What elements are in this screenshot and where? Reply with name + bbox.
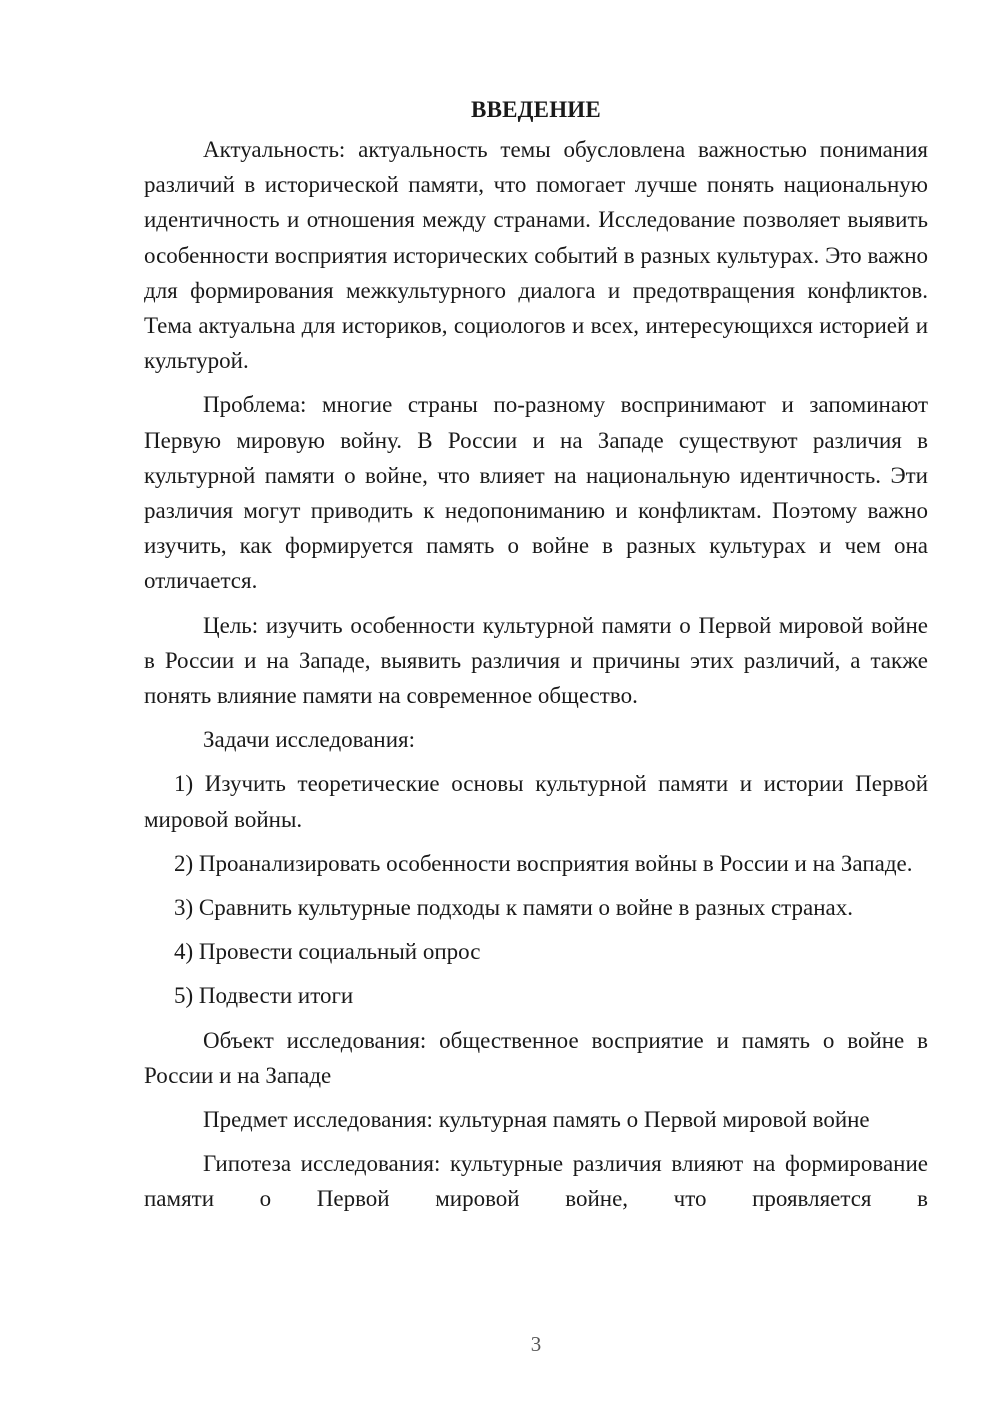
page-content [144,92,928,1217]
page-number: 3 [530,1332,542,1356]
relevance-paragraph: Актуальность: актуальность темы обусловлена важностью понимания различий в исторической памяти, что помогает лучше понять национальную идентичность и отношения между странами. Исследование позволяет выявить особенности восприятия исторических событий в разных культурах. Это важно для формирования межкультурного диалога и предотвращения конфликтов. Тема актуальна для историков, социологов и всех, интересующихся историей и культурой. [144,137,928,374]
task-item-2: 2) Проанализировать особенности восприятия войны в России и на Западе. [174,850,913,876]
problem-paragraph: Проблема: многие страны по-разному воспринимают и запоминают Первую мировую войну. В России и на Западе существуют различия в культурной памяти о войне, что влияет на национальную идентичность. Эти различия могут приводить к недопониманию и конфликтам. Поэтому важно изучить, как формируется память о войне в разных культурах и чем она отличается. [144,392,928,594]
tasks-title: Задачи исследования: [203,727,416,753]
section-heading: ВВЕДЕНИЕ [471,97,601,122]
hypothesis-paragraph: Гипотеза исследования: культурные различия влияют на формирование памяти о Первой мировой войне, что проявляется в [144,1151,928,1212]
goal-paragraph: Цель: изучить особенности культурной памяти о Первой мировой войне в России и на Западе, выявить различия и причины этих различий, а также понять влияние памяти на современное общество. [144,612,928,709]
task-item-1: 1) Изучить теоретические основы культурной памяти и истории Первой мировой войны. [144,771,928,832]
task-item-3: 3) Сравнить культурные подходы к памяти о войне в разных странах. [174,895,853,921]
tasks-list [144,766,928,1013]
task-item-5: 5) Подвести итоги [174,983,354,1009]
task-item-4: 4) Провести социальный опрос [174,939,481,965]
subject-paragraph: Предмет исследования: культурная память о Первой мировой войне [203,1107,870,1133]
object-paragraph: Объект исследования: общественное восприятие и память о войне в России и на Западе [144,1027,928,1088]
